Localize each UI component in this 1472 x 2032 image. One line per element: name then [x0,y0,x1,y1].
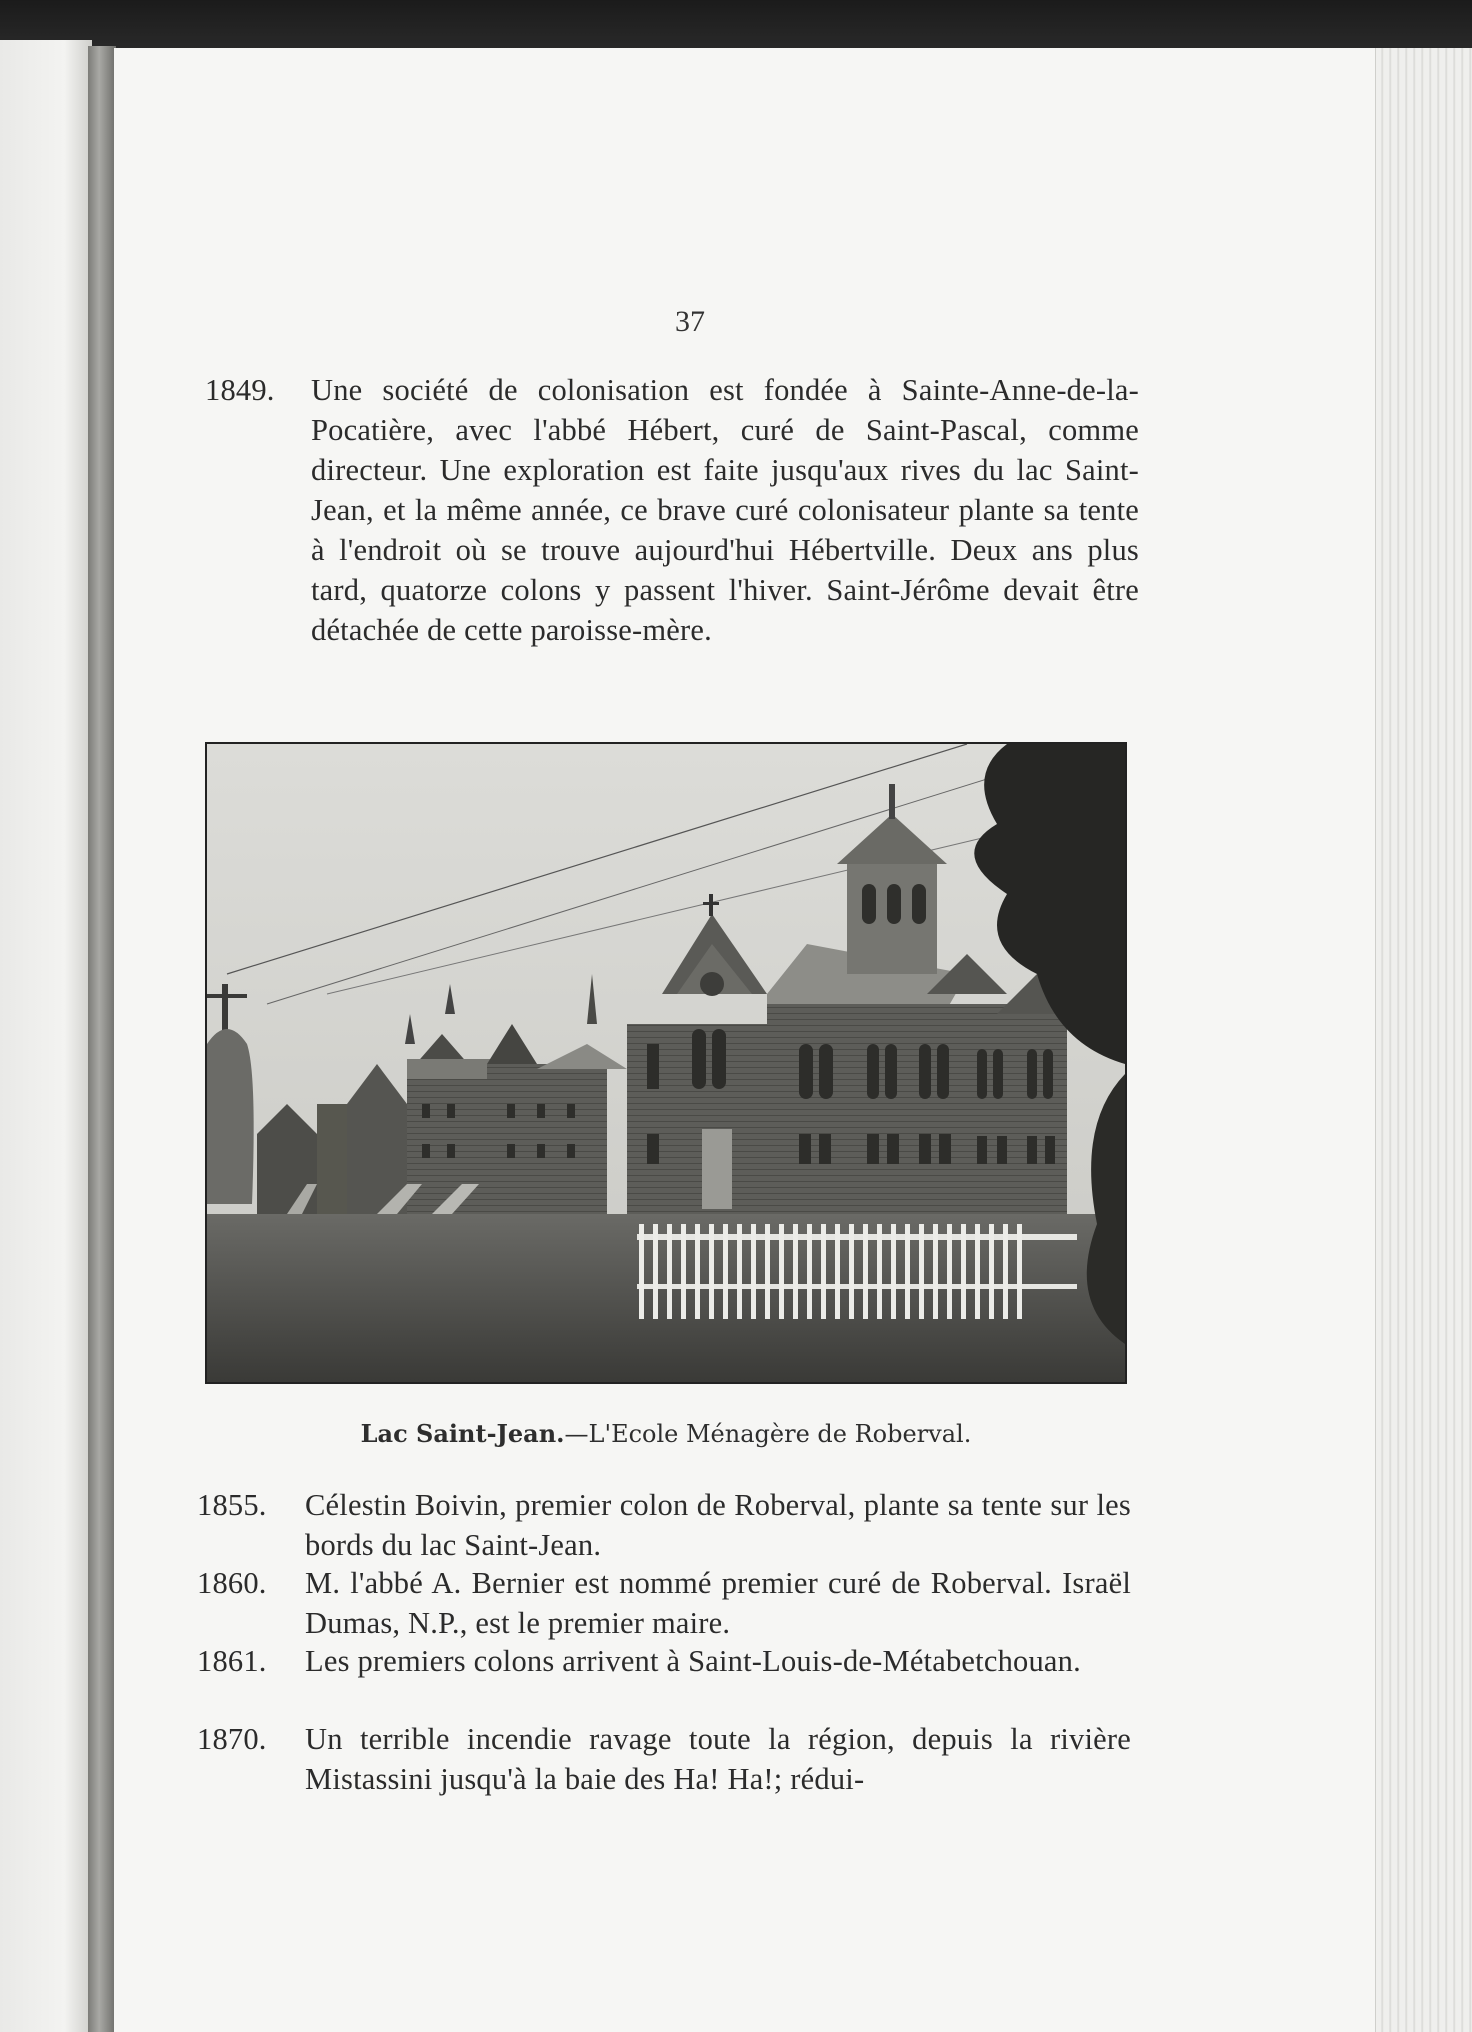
left-page-edge [0,40,92,2032]
entry-1855 [197,1485,1132,1565]
book-spine [88,46,116,2032]
entry-year: 1861. [197,1644,267,1678]
caption-title: Lac Saint-Jean. [360,1419,565,1448]
entry-text: Un terrible incendie ravage toute la région, depuis la rivière Mistassini jusqu'à la baie des Ha! Ha!; rédui- [305,1722,1131,1796]
entry-1849 [205,370,1140,700]
entry-text: Célestin Boivin, premier colon de Roberval, plante sa tente sur les bords du lac Saint-Jean. [305,1488,1131,1562]
entry-year: 1860. [197,1566,267,1600]
photograph [205,742,1127,1384]
school-photograph-image [207,744,1125,1382]
page-number: 37 [675,305,705,338]
entry-1860 [197,1563,1132,1643]
entry-text: Une société de colonisation est fondée à Sainte-Anne-de-la-Pocatière, avec l'abbé Hébert, curé de Saint-Pascal, comme directeur. Une exploration est faite jusqu'aux rives du lac Saint-Jean, et la même année, ce brave curé colonisateur plante sa tente à l'endroit où se trouve aujourd'hui Hébertville. Deux ans plus tard, quatorze colons y passent l'hiver. Saint-Jérôme devait être détachée de cette paroisse-mère. [311,373,1139,647]
entry-year: 1870. [197,1722,267,1756]
caption-text: —L'Ecole Ménagère de Roberval. [564,1420,972,1448]
entry-1870 [197,1719,1132,1799]
entry-text: M. l'abbé A. Bernier est nommé premier curé de Roberval. Israël Dumas, N.P., est le premier maire. [305,1566,1131,1640]
figure-caption [205,1419,1127,1448]
entry-text: Les premiers colons arrivent à Saint-Louis-de-Métabetchouan. [305,1644,1081,1678]
entry-1861 [197,1641,1132,1721]
entry-year: 1855. [197,1488,267,1522]
entry-year: 1849. [205,373,275,407]
page-edges [1375,48,1472,2032]
